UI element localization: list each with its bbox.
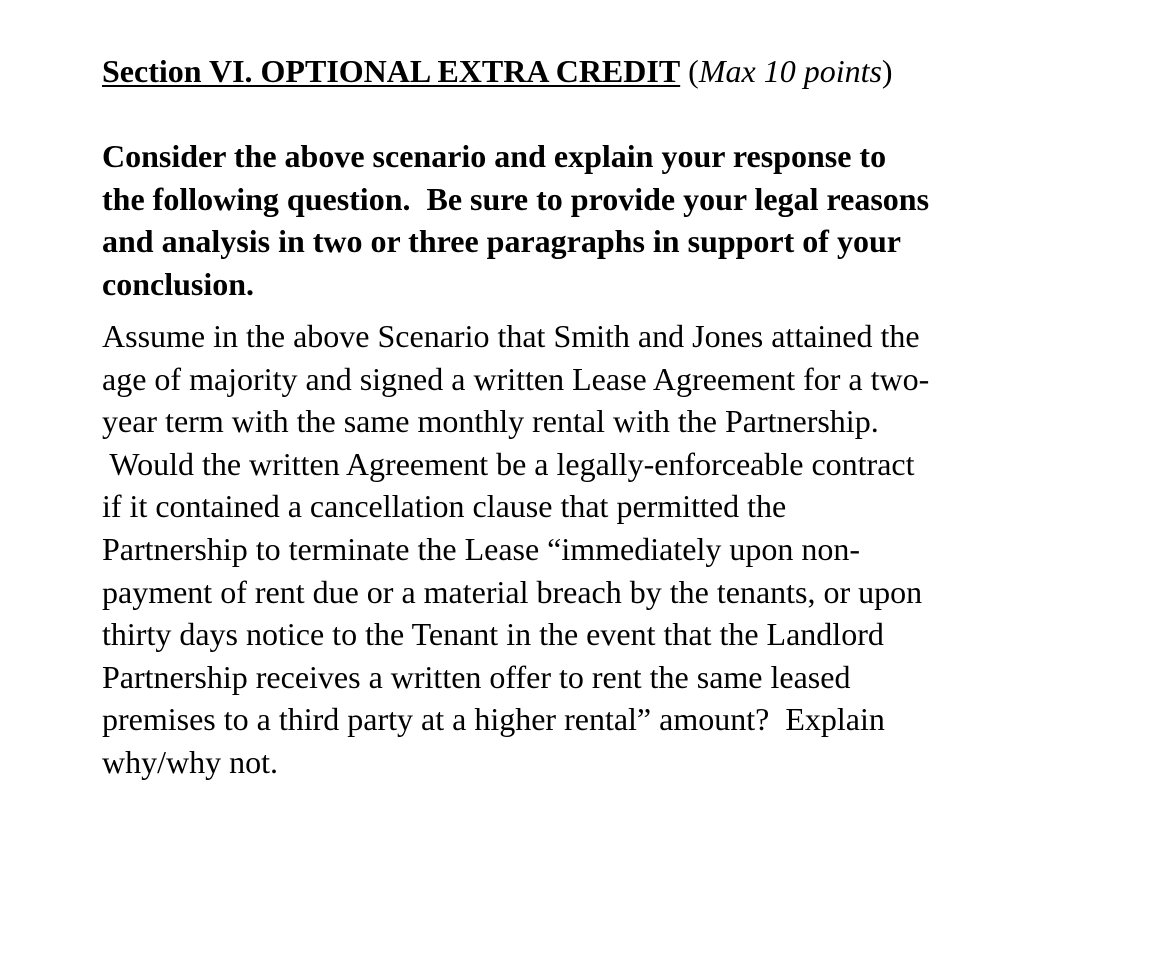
question-line: thirty days notice to the Tenant in the event that the Landlord — [102, 616, 884, 653]
instructions-line: Consider the above scenario and explain your response to — [102, 138, 887, 174]
instructions-line: the following question. Be sure to provide your legal reasons — [102, 180, 930, 217]
heading-close-paren: ) — [881, 53, 893, 89]
question-line: year term with the same monthly rental with the Partnership. — [102, 403, 879, 440]
question-line: Partnership to terminate the Lease “immediately upon non- — [102, 530, 860, 567]
section-heading — [102, 52, 893, 90]
instructions-line: and analysis in two or three paragraphs in support of your — [102, 223, 901, 260]
question-line: why/why not. — [102, 743, 278, 780]
question-line: if it contained a cancellation clause that permitted the — [102, 488, 787, 525]
heading-open-paren: ( — [680, 53, 699, 89]
question-line: Would the written Agreement be a legally-enforceable contract — [102, 445, 915, 482]
question-line: Assume in the above Scenario that Smith and Jones attained the — [102, 318, 920, 354]
max-points-note: Max 10 points — [698, 53, 882, 89]
section-title: Section VI. OPTIONAL EXTRA CREDIT — [102, 53, 681, 89]
question-line: premises to a third party at a higher rental” amount? Explain — [102, 701, 885, 738]
instructions-line: conclusion. — [102, 265, 255, 302]
question-line: payment of rent due or a material breach by the tenants, or upon — [102, 573, 923, 610]
question-line: age of majority and signed a written Lease Agreement for a two- — [102, 360, 930, 397]
question-paragraph — [102, 315, 1062, 784]
question-line: Partnership receives a written offer to rent the same leased — [102, 658, 851, 695]
instructions-paragraph — [102, 135, 1062, 305]
